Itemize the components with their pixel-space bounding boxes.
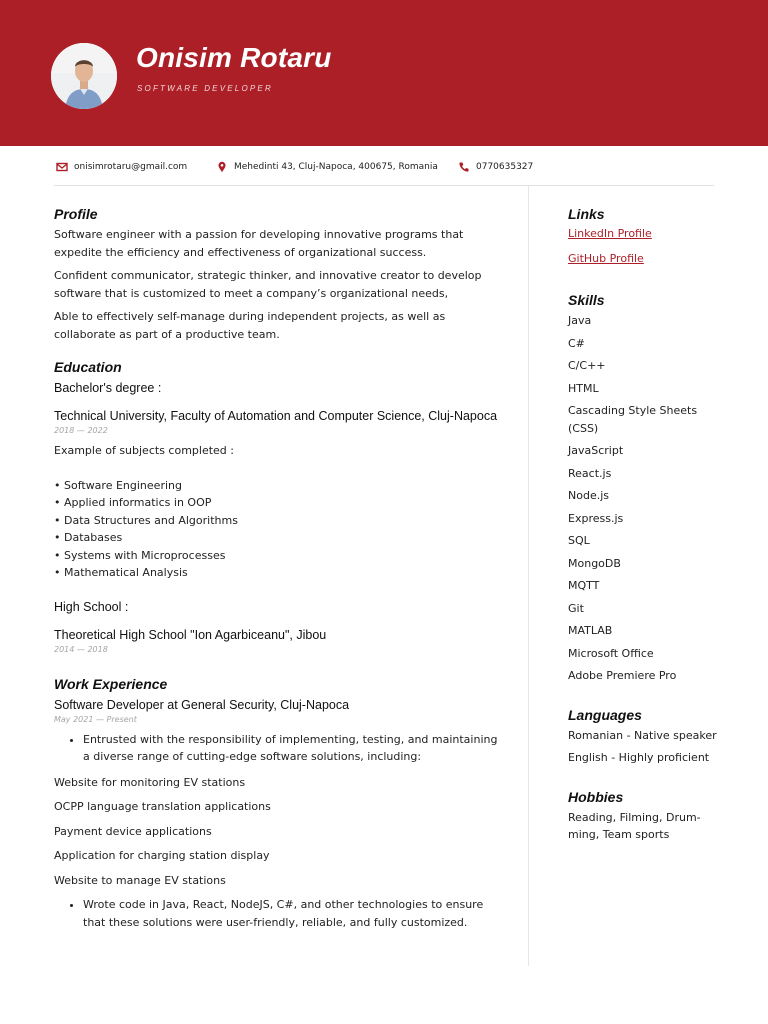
degree-label: Bachelor's degree : bbox=[54, 381, 162, 395]
phone-icon bbox=[458, 161, 470, 173]
work-heading: Work Experience bbox=[54, 675, 168, 692]
languages-heading: Languages bbox=[568, 706, 642, 723]
project-item: Website for monitoring EV stations bbox=[54, 775, 246, 789]
project-item: Application for charging station display bbox=[54, 849, 270, 862]
github-link[interactable]: GitHub Profile bbox=[568, 252, 644, 265]
list-item: • Mathematical Analysis bbox=[54, 566, 188, 579]
profile-paragraph: Software engineer with a passion for developing innovative programs that expedite the efficiency and effectiveness of organizational success. bbox=[54, 228, 464, 259]
job-bullets bbox=[54, 731, 504, 766]
skill-item: JavaScript bbox=[568, 444, 624, 457]
skill-item: MongoDB bbox=[568, 556, 621, 570]
subjects-label: Example of subjects completed : bbox=[54, 444, 234, 457]
skill-item: Java bbox=[568, 314, 592, 327]
skill-item: HTML bbox=[568, 381, 599, 395]
list-item: • Applied informatics in OOP bbox=[54, 496, 212, 509]
skill-item: React.js bbox=[568, 466, 612, 480]
side-column bbox=[568, 206, 718, 849]
hobbies-heading: Hobbies bbox=[568, 788, 624, 805]
skill-item: Adobe Premiere Pro bbox=[568, 669, 677, 682]
highschool-label: High School : bbox=[54, 599, 129, 614]
university-dates: 2018 — 2022 bbox=[54, 426, 108, 435]
avatar bbox=[51, 43, 117, 109]
skill-item: MATLAB bbox=[568, 624, 613, 637]
hobbies-text: Reading, Filming, Drum-ming, Team sports bbox=[568, 810, 701, 841]
profile-heading: Profile bbox=[54, 206, 98, 222]
address-text: Mehedinti 43, Cluj-Napoca, 400675, Romania bbox=[234, 162, 438, 172]
skill-item: Cascading Style Sheets (CSS) bbox=[568, 404, 698, 435]
contact-email[interactable] bbox=[56, 160, 187, 174]
project-item: OCPP language translation applications bbox=[54, 800, 271, 813]
column-divider bbox=[528, 186, 529, 966]
list-item: • Systems with Microprocesses bbox=[54, 548, 226, 562]
email-text: onisimrotaru@gmail.com bbox=[74, 162, 188, 172]
list-item: • Entrusted with the responsibility of implementing, testing, and maintaining a diverse range of cutting-edge software solutions, including: bbox=[83, 731, 504, 766]
linkedin-link[interactable]: LinkedIn Profile bbox=[568, 227, 652, 240]
skill-item: C# bbox=[568, 336, 585, 350]
highschool-dates: 2014 — 2018 bbox=[54, 644, 108, 654]
job-dates: May 2021 — Present bbox=[54, 714, 137, 724]
skill-item: SQL bbox=[568, 534, 590, 547]
location-pin-icon bbox=[216, 161, 228, 173]
contact-address bbox=[216, 160, 438, 174]
candidate-name: Onisim Rotaru bbox=[136, 42, 332, 73]
language-item: Romanian - Native speaker bbox=[568, 728, 717, 742]
skill-item: MQTT bbox=[568, 579, 600, 592]
skill-item: C/C++ bbox=[568, 359, 606, 372]
profile-photo bbox=[51, 43, 117, 109]
list-item: • Databases bbox=[54, 531, 123, 544]
list-item: • Wrote code in Java, React, NodeJS, C#, and other technologies to ensure that these solutions were user-friendly, reliable, and fully customized. bbox=[83, 896, 504, 931]
resume-header bbox=[0, 0, 768, 146]
links-heading: Links bbox=[568, 206, 605, 222]
university-name: Technical University, Faculty of Automation and Computer Science, Cluj-Napoca bbox=[54, 409, 498, 423]
job-bullets bbox=[54, 896, 504, 931]
skill-item: Express.js bbox=[568, 511, 624, 525]
list-item: • Data Structures and Algorithms bbox=[54, 513, 238, 527]
list-item: • Software Engineering bbox=[54, 478, 182, 492]
project-item: Website to manage EV stations bbox=[54, 873, 226, 887]
skill-item: Microsoft Office bbox=[568, 646, 654, 660]
contact-divider bbox=[54, 185, 714, 186]
profile-paragraph: Confident communicator, strategic thinker, and innovative creator to develop software that is customized to meet a company’s organizational needs, bbox=[54, 269, 482, 300]
language-item: English - Highly proficient bbox=[568, 751, 710, 764]
mail-icon bbox=[56, 161, 68, 173]
skill-item: Git bbox=[568, 601, 584, 615]
job-position: Software Developer at General Security, Cluj-Napoca bbox=[54, 697, 350, 712]
education-heading: Education bbox=[54, 359, 122, 375]
main-column bbox=[54, 206, 504, 931]
highschool-name: Theoretical High School "Ion Agarbiceanu", Jibou bbox=[54, 627, 327, 642]
skill-item: Node.js bbox=[568, 489, 609, 502]
candidate-role: SOFTWARE DEVELOPER bbox=[137, 84, 273, 93]
profile-paragraph: Able to effectively self-manage during independent projects, as well as collaborate as part of a productive team. bbox=[54, 310, 446, 341]
project-item: Payment device applications bbox=[54, 824, 212, 838]
contact-phone[interactable] bbox=[458, 160, 533, 174]
subjects-list bbox=[54, 477, 504, 582]
phone-text: 0770635327 bbox=[476, 162, 534, 172]
skills-heading: Skills bbox=[568, 292, 605, 308]
